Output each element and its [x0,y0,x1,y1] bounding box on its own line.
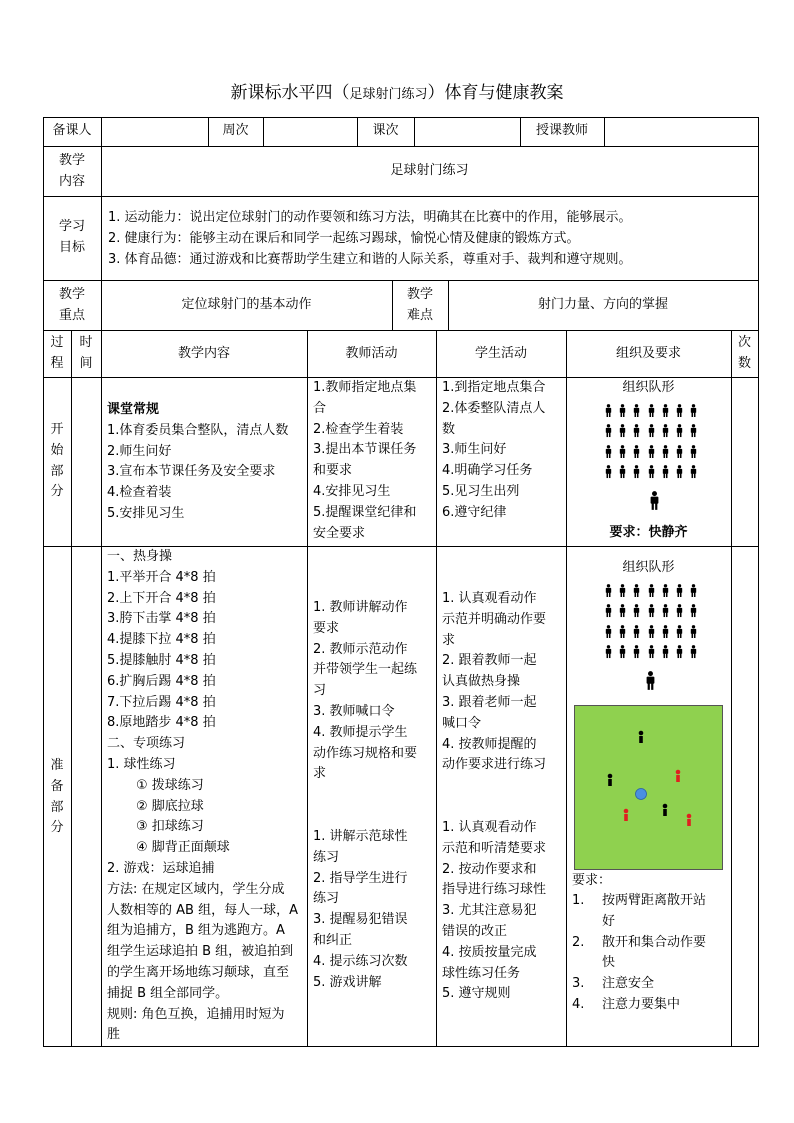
student-figure-icon [604,402,614,416]
student-figure-icon [675,423,685,437]
requirement-item: 3. 注意安全 [572,976,655,992]
student-figure-icon [661,644,671,658]
teacher-figure-icon [648,491,662,505]
student-figure-icon [618,443,628,457]
student-figure-icon [661,582,671,596]
preparer-label: 备课人 [52,123,92,138]
lesson-label: 课次 [372,123,399,138]
student-figure-icon [689,623,699,637]
student-figure-icon [647,582,657,596]
student-figure-icon [689,582,699,596]
prep-student-warmup: 1. 认真观看动作 示范并明确动作要 求 2. 跟着教师一起 认真做热身操 3. 跟着老师一起 喊口令 4. 按教师提醒的 动作要求进行练习 [442,591,547,773]
student-figure-icon [661,443,671,457]
prep-teacher-drill: 1. 讲解示范球性 练习 2. 指导学生进行 练习 3. 提醒易犯错误 和纠正 4. 提示练习次数 5. 游戏讲解 [313,829,408,990]
start-teacher: 1.教师指定地点集 合 2.检查学生着装 3.提出本节课任务 和要求 4.安排见习生 5.提醒课堂纪律和 安全要求 [313,380,417,541]
student-figure-icon [647,443,657,457]
student-figure-icon [632,603,642,617]
student-figure-icon [632,644,642,658]
student-figure-icon [661,464,671,478]
student-figure-icon [675,443,685,457]
goal-item: 1. 运动能力：说出定位球射门的动作要领和练习方法，明确其在比赛中的作用，能够展示。 [108,210,632,225]
player-red [687,814,692,826]
requirement-item: 4. 注意力要集中 [572,996,681,1012]
student-figure-icon [632,443,642,457]
student-figure-icon [632,582,642,596]
prep-teacher-warmup: 1. 教师讲解动作 要求 2. 教师示范动作 并带领学生一起练 习 3. 教师喊口令 4. 教师提示学生 动作练习规格和要 求 [313,600,418,782]
key-point-label: 教学 重点 [58,287,85,323]
student-figure-icon [632,623,642,637]
col-time: 时 间 [79,335,93,371]
player-black [608,774,613,786]
student-figure-icon [604,464,614,478]
student-figure-icon [618,623,628,637]
student-figure-icon [675,603,685,617]
practice-field [574,705,723,870]
prep-content: 一、热身操 1.平举开合 4*8 拍 2.上下开合 4*8 拍 3.胯下击掌 4*8 拍 4.提膝下拉 4*8 拍 5.提膝触肘 4*8 拍 6.扩胸后踢 4*8 拍 7.下拉后踢 4*8 拍 8.原地踏步 4*8 拍 二、专项练习 1. 球性练习 ① 拨球练习 ② 脚底拉球 ③ 扣球练习 ④ 脚背正面颠球 2. 游戏：运球追捕 方法: 在规定区域内，学生分成 人数相等的 AB 组，每人一球，A 组为追捕方，B 组为逃跑方。A 组学生运球追拍 B 组，被追拍到 的学生离开场地练习颠球，直至 捕捉 B 组全部同学。 规则: 角色互换，追捕用时短为 胜 [107,549,298,1043]
drill-item: ③ 扣球练习 [136,819,204,835]
student-figure-icon [604,603,614,617]
student-figure-icon [689,644,699,658]
student-figure-icon [632,464,642,478]
start-content: 课堂常规 1.体育委员集合整队，清点人数 2.师生问好 3.宣布本节课任务及安全要求 4.检查着装 5.安排见习生 [107,402,289,521]
student-figure-icon [661,603,671,617]
drill-item: ④ 脚背正面颠球 [136,840,230,856]
start-student: 1.到指定地点集合 2.体委整队清点人 数 3.师生问好 4.明确学习任务 5.见习生出列 6.遵守纪律 [442,380,546,520]
prep-requirements: 1. 按两臂距离散开站 好 2. 散开和集合动作要 快 3. 注意安全 4. 注意力要集中 [572,891,615,1016]
goals-list [108,208,632,270]
student-figure-icon [647,423,657,437]
goal-item: 3. 体育品德：通过游戏和比赛帮助学生建立和谐的人际关系，尊重对手、裁判和遵守规则。 [108,251,632,267]
goals-label: 学习 目标 [58,219,85,255]
student-figure-icon [689,402,699,416]
player-black [639,731,644,743]
prep-phase-label: 准 备 部 分 [50,758,64,836]
student-figure-icon [647,464,657,478]
teacher-figure-icon [644,671,658,685]
student-figure-icon [604,644,614,658]
student-figure-icon [689,464,699,478]
student-figure-icon [618,582,628,596]
student-figure-icon [604,582,614,596]
player-red [624,809,629,821]
start-org-title: 组织队形 [622,380,675,395]
week-label: 周次 [222,123,249,138]
student-figure-icon [618,402,628,416]
student-figure-icon [618,644,628,658]
col-student: 学生活动 [474,346,527,361]
col-times: 次 数 [737,335,751,371]
player-red [676,770,681,782]
requirement-item: 1. 按两臂距离散开站 [572,893,707,908]
student-figure-icon [675,623,685,637]
student-figure-icon [689,423,699,437]
student-figure-icon [632,423,642,437]
student-figure-icon [689,443,699,457]
student-figure-icon [647,402,657,416]
start-org-requirement: 要求：快静齐 [609,525,688,540]
col-content: 教学内容 [177,346,230,361]
prep-req-label: 要求： [572,873,612,888]
student-figure-icon [689,603,699,617]
student-figure-icon [618,423,628,437]
difficulty-value: 射门力量、方向的掌握 [537,297,668,312]
student-figure-icon [661,402,671,416]
student-figure-icon [647,623,657,637]
student-figure-icon [675,464,685,478]
lesson-topic: 足球射门练习 [390,163,469,178]
difficulty-label: 教学 难点 [406,287,433,323]
key-point-value: 定位球射门的基本动作 [181,297,312,312]
player-black [663,804,668,816]
student-figure-icon [675,644,685,658]
teacher-label: 授课教师 [535,123,588,138]
student-figure-icon [675,402,685,416]
student-figure-icon [661,423,671,437]
student-figure-icon [675,582,685,596]
ball-icon [636,789,647,800]
student-figure-icon [632,402,642,416]
field-players [575,706,724,871]
student-figure-icon [604,443,614,457]
drill-item: ② 脚底拉球 [136,798,204,814]
start-phase-label: 开 始 部 分 [50,422,64,500]
student-figure-icon [661,623,671,637]
prep-org-title: 组织队形 [622,560,675,575]
student-figure-icon [618,603,628,617]
col-teacher: 教师活动 [345,346,398,361]
requirement-item: 2. 散开和集合动作要 [572,934,707,950]
prep-student-drill: 1. 认真观看动作 示范和听清楚要求 2. 按动作要求和 指导进行练习球性 3. 尤其注意易犯 错误的改正 4. 按质按量完成 球性练习任务 5. 遵守规则 [442,820,547,1002]
col-process: 过 程 [50,335,64,371]
page-title: 新课标水平四（足球射门练习）体育与健康教案 [230,83,564,103]
student-figure-icon [604,423,614,437]
col-org: 组织及要求 [615,346,681,361]
student-figure-icon [618,464,628,478]
student-figure-icon [647,644,657,658]
student-figure-icon [604,623,614,637]
student-figure-icon [647,603,657,617]
goal-item: 2. 健康行为：能够主动在课后和同学一起练习踢球，愉悦心情及健康的锻炼方式。 [108,230,580,246]
drill-item: ① 拨球练习 [136,777,204,793]
content-label: 教学 内容 [58,153,85,189]
